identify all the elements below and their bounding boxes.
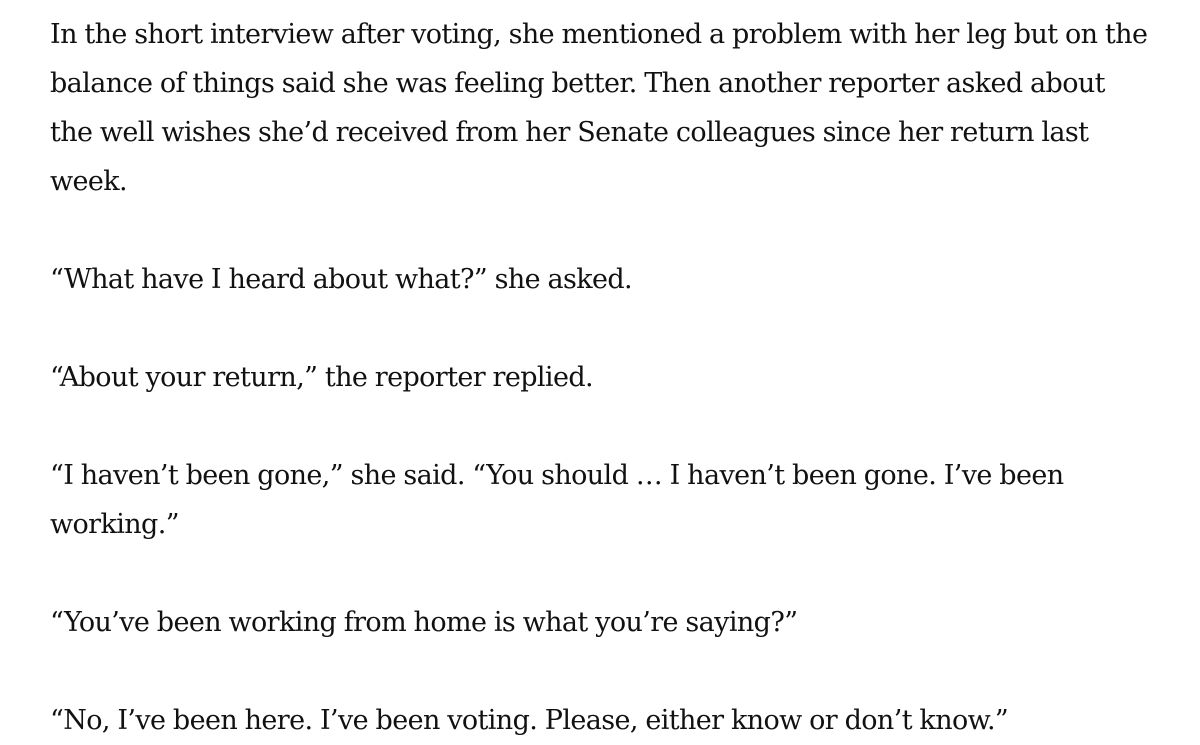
paragraph-interview-summary: In the short interview after voting, she mentioned a problem with her leg but on the balance of things said she was feeling better. Then another reporter asked about the well wishes she’d received from her Senate colleagues since her return last week.	[50, 19, 1148, 197]
paragraph-quote-havent-been-gone: “I haven’t been gone,” she said. “You should … I haven’t been gone. I’ve been working.”	[50, 460, 1064, 540]
paragraph-quote-what-heard: “What have I heard about what?” she asked.	[50, 264, 633, 295]
article-body	[50, 10, 1150, 745]
paragraph-quote-been-voting: “No, I’ve been here. I’ve been voting. Please, either know or don’t know.”	[50, 705, 1009, 736]
paragraph-quote-about-return: “About your return,” the reporter replied.	[50, 362, 593, 393]
paragraph-quote-working-from-home: “You’ve been working from home is what you’re saying?”	[50, 607, 798, 638]
